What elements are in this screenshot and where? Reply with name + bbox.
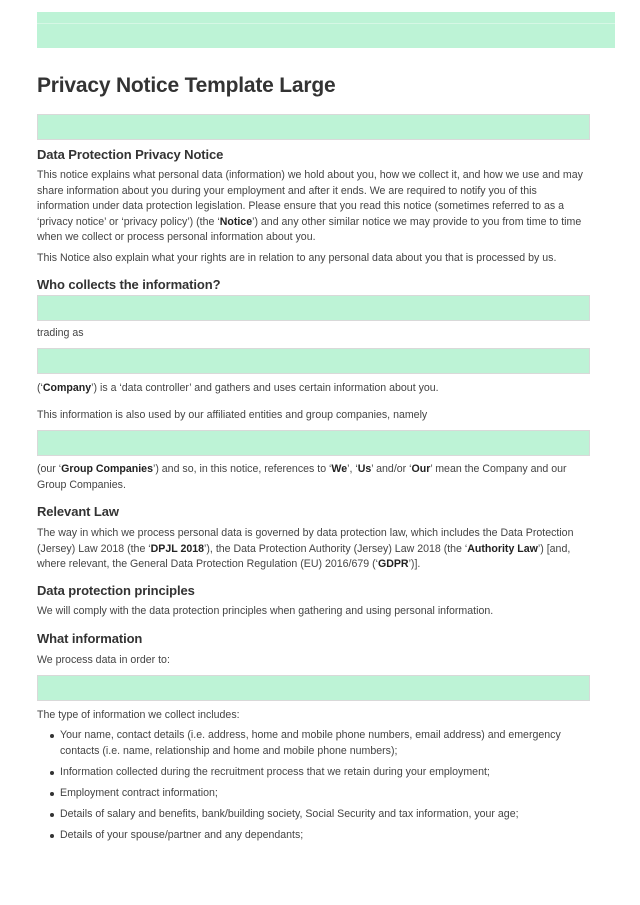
entity-name-field[interactable] [37,295,590,321]
company-name-field[interactable] [37,114,590,140]
company-paragraph: (‘Company’) is a ‘data controller’ and gathers and uses certain information about you. [37,382,439,394]
group-companies-field[interactable] [37,430,590,456]
heading-data-protection-notice: Data Protection Privacy Notice [37,147,224,162]
bullet-icon [50,771,54,775]
heading-relevant-law: Relevant Law [37,504,119,519]
heading-what-information: What information [37,631,143,646]
bullet-icon [50,792,54,796]
list-item: Employment contract information; [37,786,590,802]
heading-who-collects: Who collects the information? [37,277,221,292]
principles-paragraph: We will comply with the data protection principles when gathering and using personal information. [37,605,494,617]
list-item: Information collected during the recruitment process that we retain during your employment; [37,765,590,781]
processing-purposes-field[interactable] [37,675,590,701]
header-banner [37,12,615,48]
bullet-icon [50,734,54,738]
group-companies-paragraph: (our ‘Group Companies’) and so, in this notice, references to ‘We’, ‘Us’ and/or ‘Our’ mean the Company and our Group Companies. [37,463,567,491]
relevant-law-paragraph: The way in which we process personal data is governed by data protection law, which includes the Data Protection (Jersey) Law 2018 (the ‘DPJL 2018’), the Data Protection Authority (Jersey) Law 2018 (the ‘Authority Law’) [and, where relevant, the General Data Protection Regulation (EU) 2016/679 (‘GDPR’)]. [37,527,574,570]
list-item: Your name, contact details (i.e. address, home and mobile phone numbers, email address) and emergency contacts (i.e. name, relationship and home and mobile phone numbers); [37,728,590,759]
trading-as-label: trading as [37,327,84,339]
process-intro: We process data in order to: [37,654,170,666]
banner-divider [37,23,615,24]
types-intro: The type of information we collect includes: [37,709,240,721]
affiliated-paragraph: This information is also used by our affiliated entities and group companies, namely [37,409,428,421]
list-item: Details of your spouse/partner and any dependants; [37,828,590,844]
rights-paragraph: This Notice also explain what your rights are in relation to any personal data about you that is processed by us. [37,252,557,264]
heading-principles: Data protection principles [37,583,195,598]
intro-paragraph: This notice explains what personal data (information) we hold about you, how we collect it, and how we use and may share information about you during your employment and after it ends. We are required to notify you of this information under data protection legislation. Please ensure that you read this notice (sometimes referred to as a ‘privacy notice’ or ‘privacy policy’) (the ‘Notice’) and any other similar notice we may provide to you from time to time when we collect or process personal information about you. [37,169,583,243]
list-item: Details of salary and benefits, bank/building society, Social Security and tax information, your age; [37,807,590,823]
bullet-icon [50,813,54,817]
bullet-icon [50,834,54,838]
trading-name-field[interactable] [37,348,590,374]
document-title: Privacy Notice Template Large [37,74,336,97]
